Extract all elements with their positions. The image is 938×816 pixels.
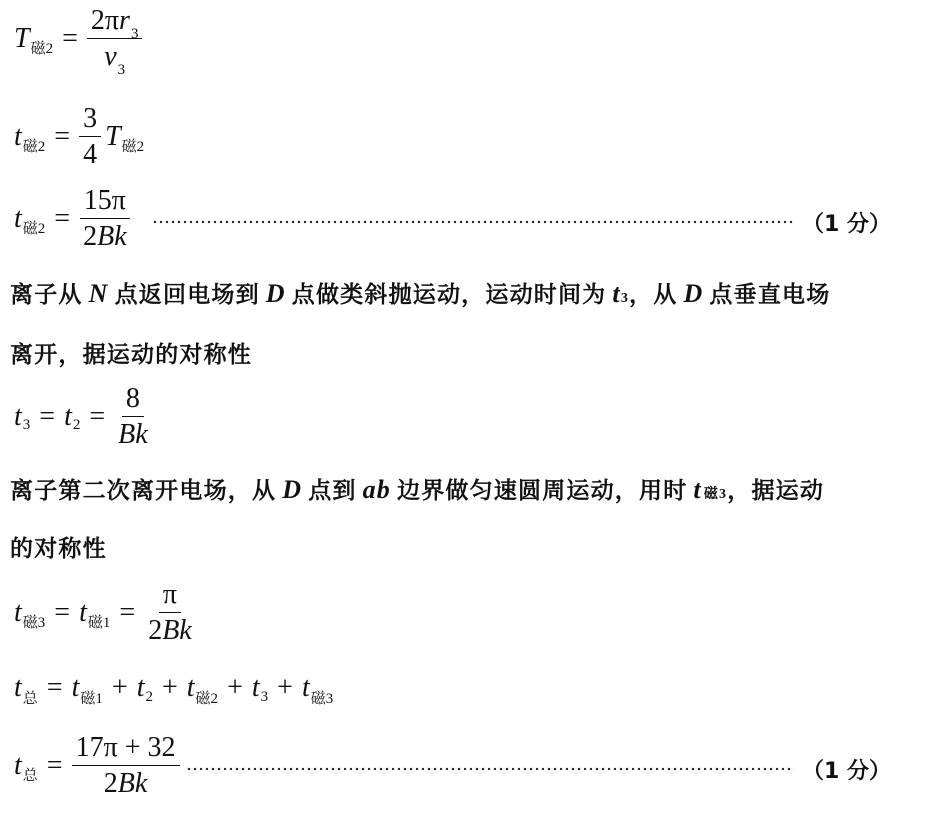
equals-sign: =: [39, 400, 56, 432]
var-Bk: Bk: [162, 615, 192, 647]
denominator: 4: [83, 139, 98, 171]
subscript: 磁2: [22, 221, 46, 238]
var-t: t: [14, 400, 22, 432]
paragraph-line: 的对称性: [10, 536, 107, 562]
denominator: [100, 766, 152, 798]
equals-sign: =: [89, 400, 106, 432]
subscript: 3: [620, 291, 630, 306]
denominator: [144, 613, 196, 645]
equation-t3-equals-t2: [14, 384, 152, 450]
var-t: t: [71, 672, 80, 703]
plus-sign: +: [227, 672, 243, 703]
equals-sign: =: [54, 202, 71, 234]
var-t: t: [14, 120, 22, 152]
plus-sign: +: [111, 672, 128, 703]
var-T: T: [14, 22, 30, 54]
var-t: t: [79, 596, 87, 628]
denominator: [79, 219, 131, 251]
var-r: r: [119, 5, 130, 36]
fraction: [114, 384, 152, 450]
subscript: 2: [145, 688, 153, 705]
subscript: 磁3: [22, 615, 46, 632]
numerator: 3: [79, 104, 101, 137]
equals-sign: =: [54, 596, 71, 628]
text: 点做类斜抛运动，运动时间为: [291, 282, 607, 308]
var-T: T: [105, 120, 121, 152]
var-t: t: [14, 202, 22, 234]
var-t: t: [251, 672, 260, 703]
subscript: 3: [22, 417, 31, 434]
var-t: t: [14, 749, 22, 781]
paragraph-line: 离开，据运动的对称性: [10, 342, 252, 368]
paragraph-return-electric-field: [10, 276, 830, 309]
equation-time-magnetic-3: [14, 580, 196, 646]
numerator: π: [159, 580, 181, 613]
text: 点到: [308, 478, 357, 504]
subscript: 磁2: [121, 139, 145, 156]
subscript: 磁2: [30, 41, 54, 58]
num-coef: 2π: [90, 5, 120, 36]
den-coef: 2: [103, 768, 118, 800]
var-t: t: [64, 400, 72, 432]
fraction: [72, 733, 180, 799]
subscript: 总: [22, 690, 38, 707]
plus-sign: +: [161, 672, 178, 703]
var-t: t: [612, 279, 621, 308]
subscript: 磁3: [310, 690, 334, 707]
text: 离子第二次离开电场，从: [10, 478, 277, 504]
equation-time-magnetic-2: [14, 104, 144, 170]
subscript: 磁2: [195, 690, 219, 707]
equation-total-time-sum: [14, 672, 334, 707]
var-N: N: [88, 279, 109, 308]
subscript: 总: [22, 768, 38, 785]
fraction: [144, 580, 196, 646]
subscript: 磁2: [22, 139, 46, 156]
var-t: t: [136, 672, 145, 703]
numerator: 8: [122, 384, 144, 417]
var-t: t: [14, 672, 22, 703]
dotted-leader: [186, 767, 794, 771]
var-t: t: [186, 672, 195, 703]
var-t: t: [693, 475, 702, 504]
var-Bk: Bk: [117, 768, 148, 800]
equation-time-magnetic-2-result: [14, 186, 131, 252]
numerator: [87, 5, 143, 42]
equals-sign: =: [46, 749, 63, 781]
subscript: 磁1: [80, 690, 103, 707]
plus-sign: +: [277, 672, 293, 703]
var-D: D: [265, 279, 286, 308]
fraction: [79, 186, 131, 252]
text: 点垂直电场: [709, 282, 831, 308]
text: 点返回电场到: [114, 282, 260, 308]
subscript: 磁3: [703, 487, 728, 502]
score-label: （1 分）: [802, 759, 891, 784]
var-v: v: [104, 41, 117, 73]
var-t: t: [301, 672, 310, 703]
var-ab: ab: [362, 475, 391, 504]
subscript: 3: [130, 26, 139, 42]
denominator: [100, 39, 129, 79]
var-D: D: [282, 475, 303, 504]
fraction: [87, 5, 143, 79]
equation-period-magnetic-2: [14, 5, 142, 79]
equals-sign: =: [62, 22, 78, 54]
den-coef: 2: [83, 221, 98, 253]
equation-total-time-result: [14, 733, 180, 799]
subscript: 3: [117, 62, 126, 79]
equals-sign: =: [119, 596, 136, 628]
var-t: t: [14, 596, 22, 628]
text: 边界做匀速圆周运动，用时: [397, 478, 688, 504]
den-coef: 2: [148, 615, 163, 647]
text: 离子从: [10, 282, 83, 308]
var-Bk: Bk: [97, 221, 127, 253]
numerator: 15π: [80, 186, 130, 219]
var-D: D: [683, 279, 704, 308]
numerator: 17π + 32: [72, 733, 180, 766]
subscript: 磁1: [87, 615, 111, 632]
denominator: Bk: [118, 419, 148, 451]
text: ，从: [629, 282, 678, 308]
text: ，据运动: [727, 478, 825, 504]
subscript: 2: [72, 417, 81, 434]
paragraph-second-exit: [10, 472, 824, 505]
score-label: （1 分）: [802, 212, 891, 237]
dotted-leader: [152, 220, 794, 224]
equals-sign: =: [46, 672, 63, 703]
fraction: [79, 104, 101, 170]
subscript: 3: [260, 688, 269, 705]
equals-sign: =: [54, 120, 71, 152]
